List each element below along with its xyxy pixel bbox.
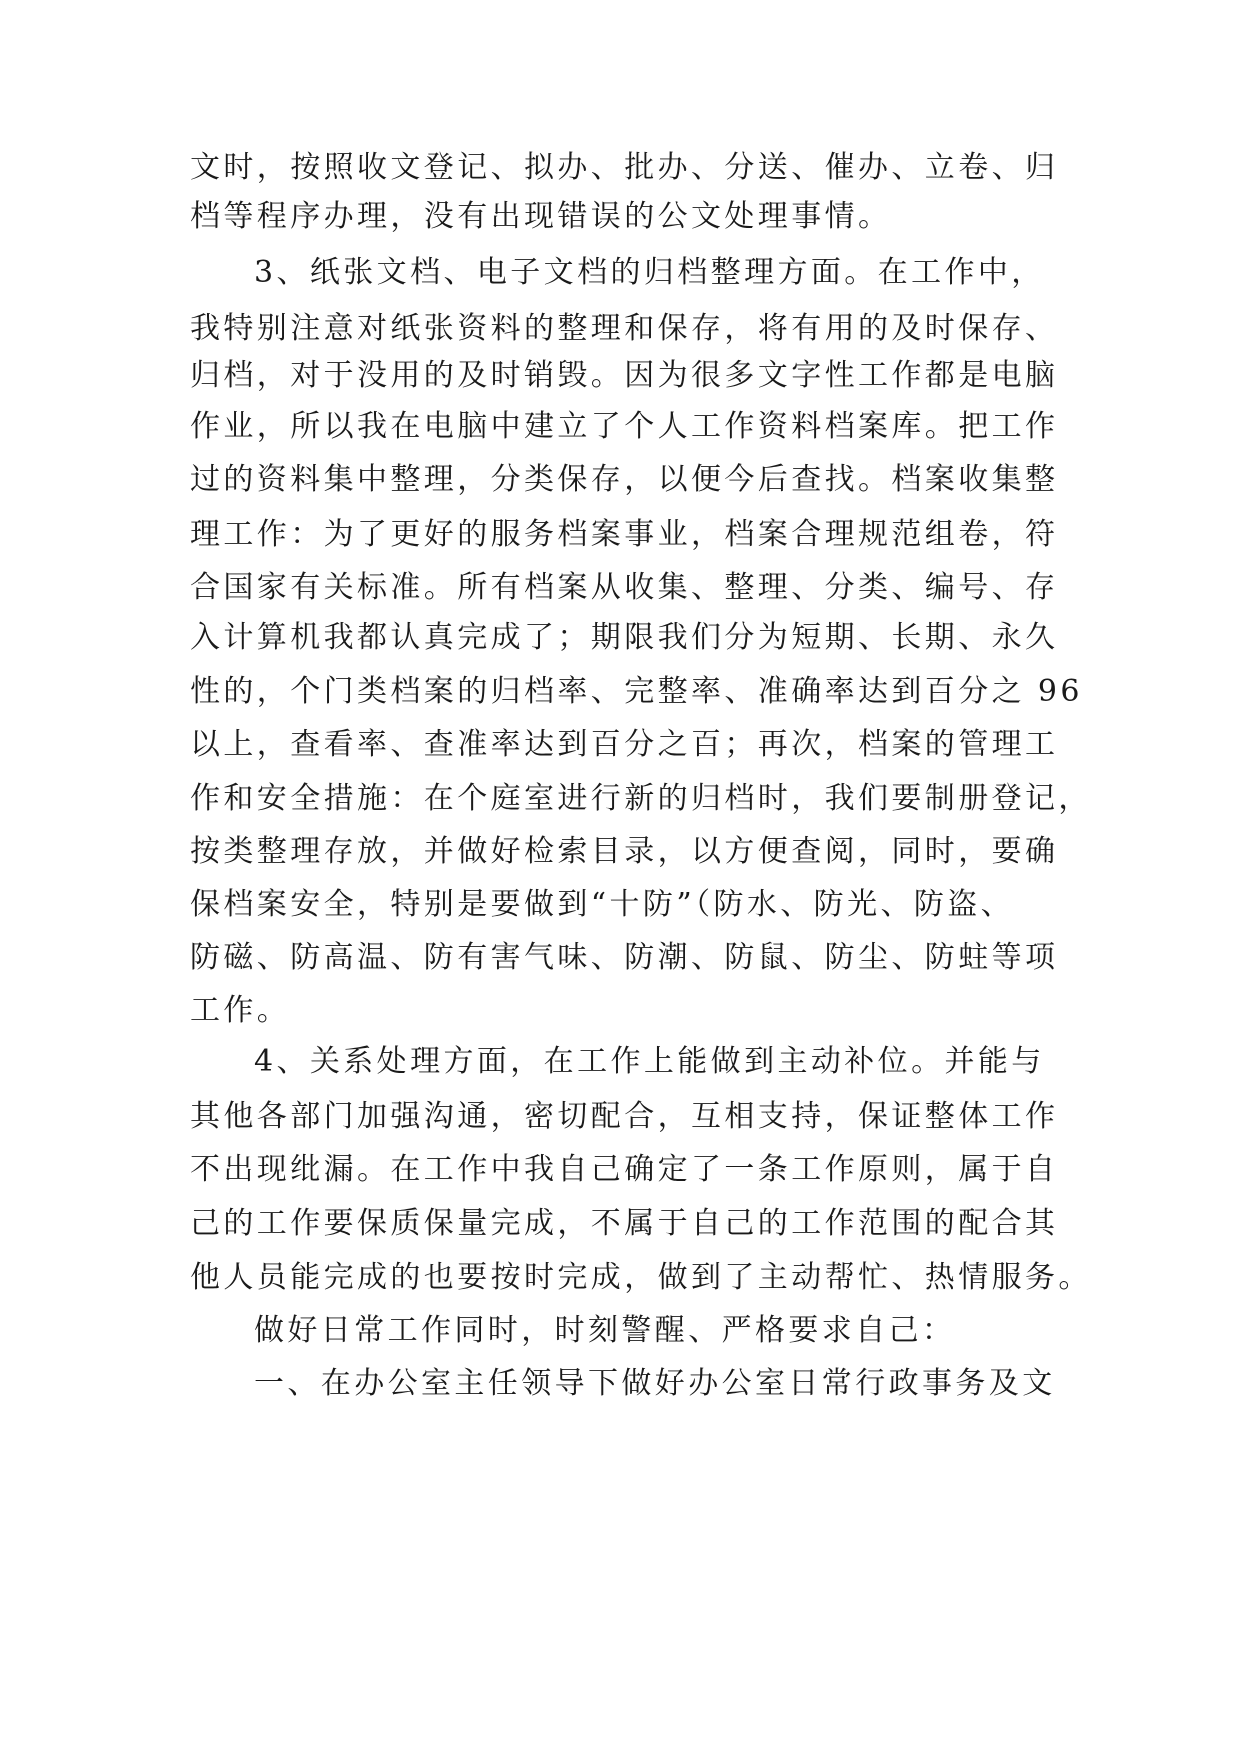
text-line: 按类整理存放，并做好检索目录，以方便查阅，同时，要确 [190,834,1059,869]
text-line: 理工作：为了更好的服务档案事业，档案合理规范组卷，符 [190,517,1059,552]
text-line: 我特别注意对纸张资料的整理和保存，将有用的及时保存、 [190,311,1059,346]
text-line: 不出现纰漏。在工作中我自己确定了一条工作原则，属于自 [190,1152,1059,1187]
text-line: 他人员能完成的也要按时完成，做到了主动帮忙、热情服务。 [190,1260,1092,1295]
list-item: 一、在办公室主任领导下做好办公室日常行政事务及文 [254,1366,1056,1401]
text-line: 作业，所以我在电脑中建立了个人工作资料档案库。把工作 [190,409,1059,444]
text-line: 做好日常工作同时，时刻警醒、严格要求自己： [254,1313,956,1348]
text-line: 文时，按照收文登记、拟办、批办、分送、催办、立卷、归 [190,150,1059,185]
paragraph-heading: 4、关系处理方面，在工作上能做到主动补位。并能与 [254,1044,1045,1079]
text-line: 性的，个门类档案的归档率、完整率、准确率达到百分之 96 [190,674,1083,709]
text-line: 以上，查看率、查准率达到百分之百；再次，档案的管理工 [190,727,1059,762]
text-line: 其他各部门加强沟通，密切配合，互相支持，保证整体工作 [190,1099,1059,1134]
text-line: 作和安全措施：在个庭室进行新的归档时，我们要制册登记， [190,781,1092,816]
text-line: 归档，对于没用的及时销毁。因为很多文字性工作都是电脑 [190,358,1059,393]
text-line: 己的工作要保质保量完成，不属于自己的工作范围的配合其 [190,1206,1059,1241]
text-line: 过的资料集中整理，分类保存，以便今后查找。档案收集整 [190,462,1059,497]
text-line: 入计算机我都认真完成了；期限我们分为短期、长期、永久 [190,620,1059,655]
text-line: 合国家有关标准。所有档案从收集、整理、分类、编号、存 [190,570,1059,605]
text-line: 防磁、防高温、防有害气味、防潮、防鼠、防尘、防蛀等项 [190,940,1059,975]
text-line: 档等程序办理，没有出现错误的公文处理事情。 [190,199,892,234]
text-line: 保档案安全，特别是要做到“十防”（防水、防光、防盗、 [190,887,1015,922]
paragraph-heading: 3、纸张文档、电子文档的归档整理方面。在工作中， [254,255,1045,290]
text-line: 工作。 [190,993,291,1028]
